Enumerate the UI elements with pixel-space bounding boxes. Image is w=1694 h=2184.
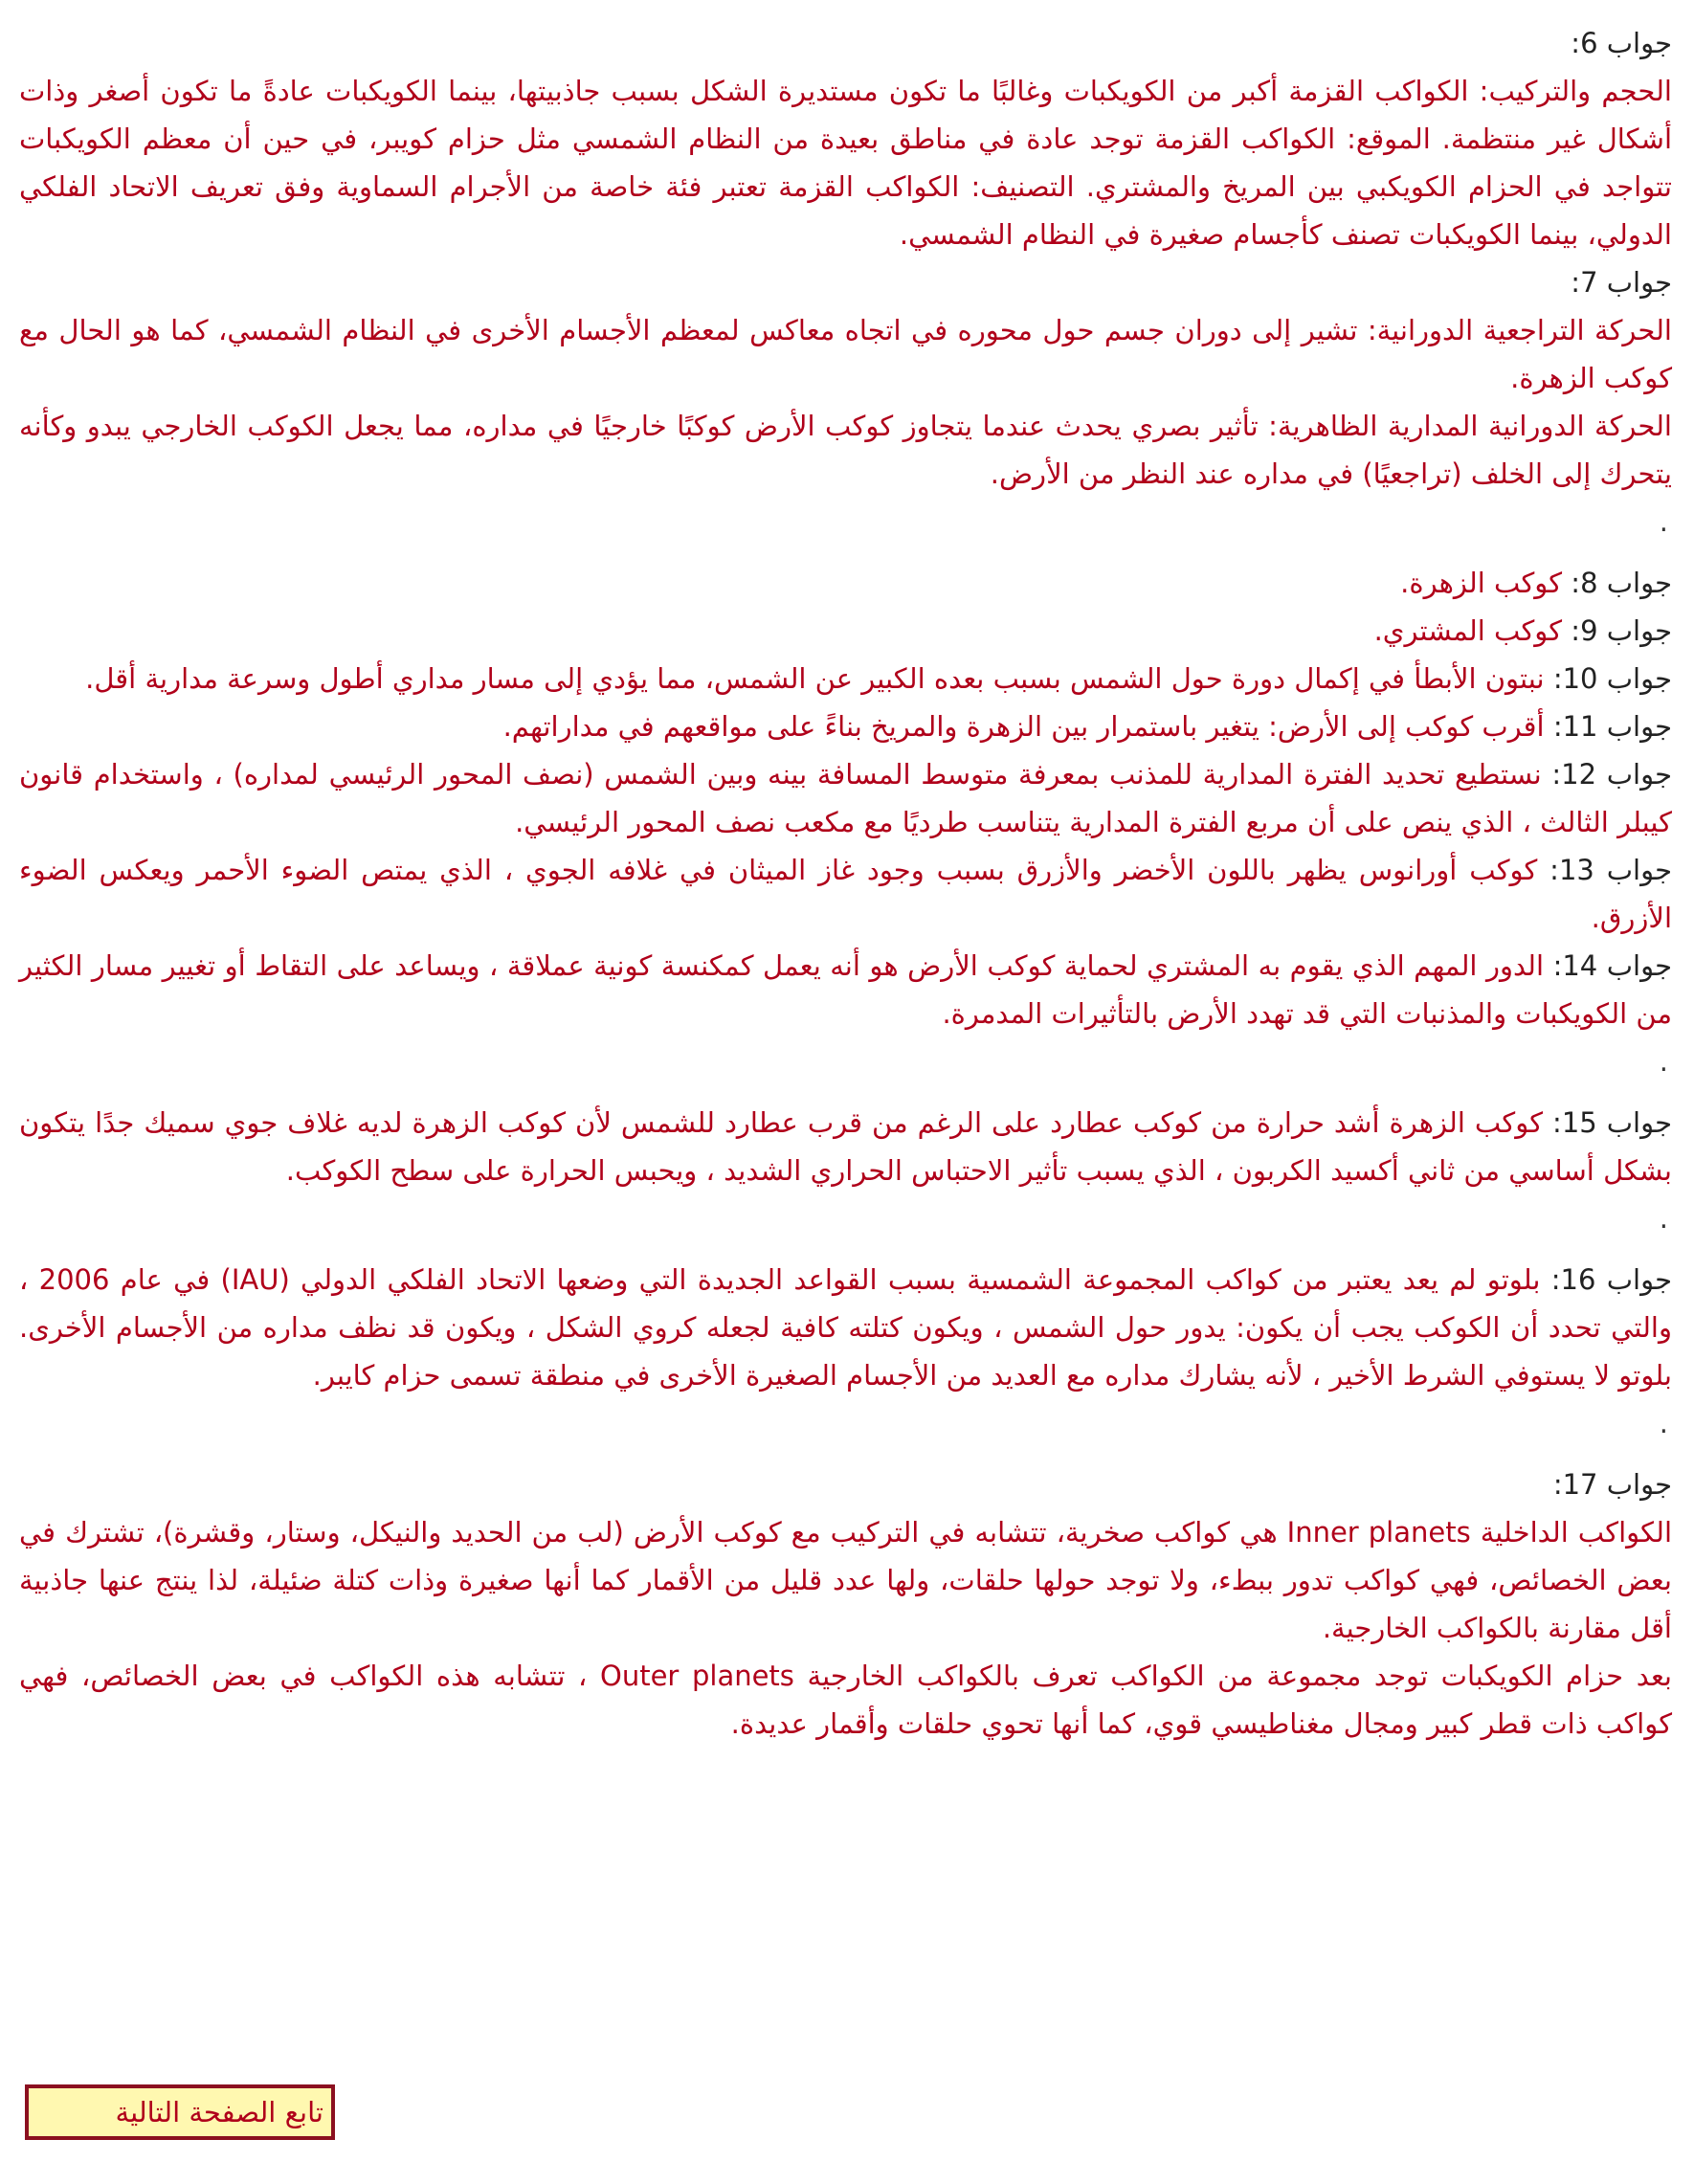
separator-dot: . [1659,1407,1668,1439]
answer13-text: كوكب أورانوس يظهر باللون الأخضر والأزرق بسبب وجود غاز الميثان في غلافه الجوي ، الذي يمتص الضوء الأحمر ويعكس الضوء الأزرق. [19,854,1672,934]
answer15-label: جواب 15: [1552,1106,1673,1139]
answer7-paragraph-2: الحركة الدورانية المدارية الظاهرية: تأثير بصري يحدث عندما يتجاوز كوكب الأرض كوكبًا خارجيًا في مداره، مما يجعل الكوكب الخارجي يبدو وكأنه يتحرك إلى الخلف (تراجعيًا) في مداره عند النظر من الأرض. [19,410,1672,490]
answer6-label: جواب 6: [1571,27,1672,59]
answer6-text: الحجم والتركيب: الكواكب القزمة أكبر من الكويكبات وغالبًا ما تكون مستديرة الشكل بسبب جاذبيتها، بينما الكويكبات عادةً ما تكون أصغر وذات أشكال غير منتظمة. الموقع: الكواكب القزمة توجد عادة في مناطق بعيدة من النظام الشمسي مثل حزام كويبر، في حين أن معظم الكويكبات تتواجد في الحزام الكويكبي بين المريخ والمشتري. التصنيف: الكواكب القزمة تعتبر فئة خاصة من الأجرام السماوية وفق تعريف الاتحاد الفلكي الدولي، بينما الكويكبات تصنف كأجسام صغيرة في النظام الشمسي. [19,75,1672,251]
answer16-text: بلوتو لم يعد يعتبر من كواكب المجموعة الشمسية بسبب القواعد الجديدة التي وضعها الاتحاد الفلكي الدولي (IAU) في عام 2006 ، والتي تحدد أن الكوكب يجب أن يكون: يدور حول الشمس ، ويكون كتلته كافية لجعله كروي الشكل ، ويكون قد نظف مداره من الأجسام الأخرى. بلوتو لا يستوفي الشرط الأخير ، لأنه يشارك مداره مع العديد من الأجسام الصغيرة الأخرى في منطقة تسمى حزام كايبر. [19,1263,1672,1392]
answer7-paragraph-1: الحركة التراجعية الدورانية: تشير إلى دوران جسم حول محوره في اتجاه معاكس لمعظم الأجسام الأخرى في النظام الشمسي، كما هو الحال مع كوكب الزهرة. [19,314,1672,394]
answer12-label: جواب 12: [1551,758,1673,791]
answer17-label: جواب 17: [1552,1468,1672,1501]
answer14-text: الدور المهم الذي يقوم به المشتري لحماية كوكب الأرض هو أنه يعمل كمكنسة كونية عملاقة ، ويساعد على التقاط أو تغيير مسار الكثير من الكويكبات والمذنبات التي قد تهدد الأرض بالتأثيرات المدمرة. [19,949,1672,1030]
answer10-text: نبتون الأبطأ في إكمال دورة حول الشمس بسبب بعده الكبير عن الشمس، مما يؤدي إلى مسار مداري أطول وسرعة مدارية أقل. [85,662,1545,695]
answer11-text: أقرب كوكب إلى الأرض: يتغير باستمرار بين الزهرة والمريخ بناءً على مواقعهم في مداراتهم. [502,710,1545,743]
answer14-label: جواب 14: [1552,949,1672,982]
answer15-text: كوكب الزهرة أشد حرارة من كوكب عطارد على الرغم من قرب عطارد للشمس لأن كوكب الزهرة لديه غلاف جوي سميك جدًا يتكون بشكل أساسي من ثاني أكسيد الكربون ، الذي يسبب تأثير الاحتباس الحراري الشديد ، ويحبس الحرارة على سطح الكوكب. [19,1106,1672,1187]
answer17-paragraph-2: بعد حزام الكويكبات توجد مجموعة من الكواكب تعرف بالكواكب الخارجية Outer planets ، تتشابه هذه الكواكب في بعض الخصائص، فهي كواكب ذات قطر كبير ومجال مغناطيسي قوي، كما أنها تحوي حلقات وأقمار عديدة. [19,1660,1673,1740]
answer12-text: نستطيع تحديد الفترة المدارية للمذنب بمعرفة متوسط المسافة بينه وبين الشمس (نصف المحور الرئيسي لمداره) ، واستخدام قانون كيبلر الثالث ، الذي ينص على أن مربع الفترة المدارية يتناسب طرديًا مع مكعب نصف المحور الرئيسي. [19,758,1672,838]
continue-next-page-box: تابع الصفحة التالية [25,2084,335,2140]
answer9-text: كوكب المشتري. [1373,614,1563,647]
answer10-label: جواب 10: [1552,662,1672,695]
answer8-text: كوكب الزهرة. [1400,567,1563,599]
answer9-label: جواب 9: [1571,614,1672,647]
answer11-label: جواب 11: [1552,710,1672,743]
answer8-label: جواب 8: [1571,567,1672,599]
separator-dot: . [1659,1045,1668,1078]
answers-document [19,19,1672,1748]
separator-dot: . [1659,1202,1668,1235]
separator-dot: . [1659,505,1668,538]
answer13-label: جواب 13: [1549,854,1672,886]
answer7-label: جواب 7: [1571,266,1672,299]
answer17-paragraph-1: الكواكب الداخلية Inner planets هي كواكب صخرية، تتشابه في التركيب مع كوكب الأرض (لب من الحديد والنيكل، وستار، وقشرة)، تشترك في بعض الخصائص، فهي كواكب تدور ببطء، ولا توجد حولها حلقات، ولها عدد قليل من الأقمار كما أنها صغيرة وذات كتلة ضئيلة، لذا ينتج عنها جاذبية أقل مقارنة بالكواكب الخارجية. [19,1516,1673,1644]
answer16-label: جواب 16: [1550,1263,1673,1296]
